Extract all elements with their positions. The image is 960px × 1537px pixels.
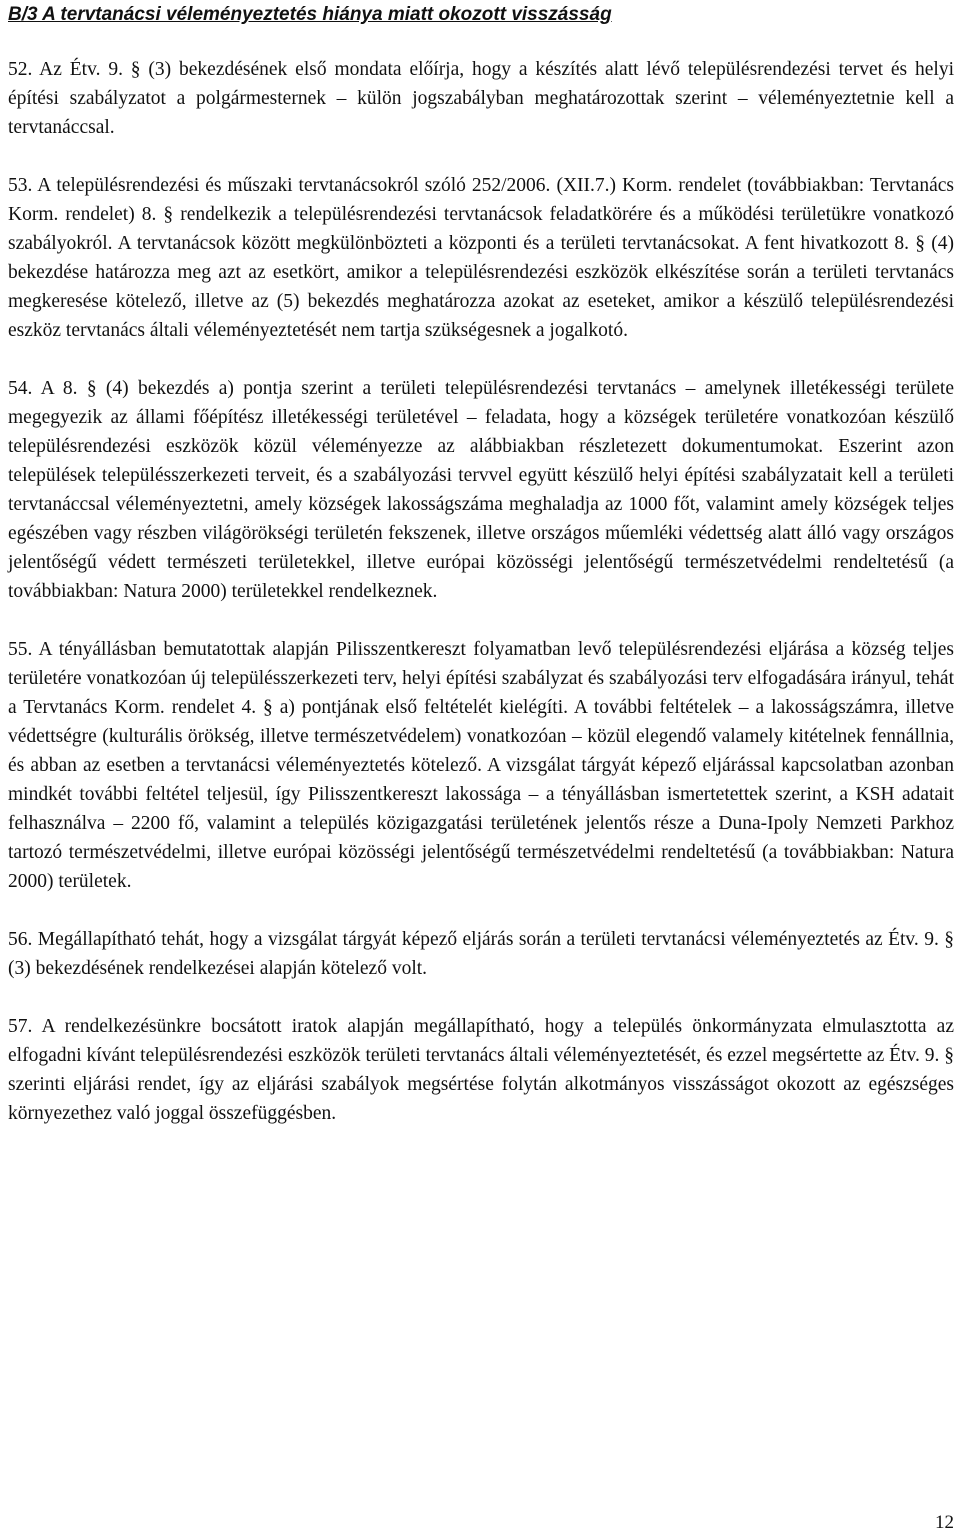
document-page [8,0,954,1128]
page-number: 12 [935,1512,954,1533]
paragraph-55: 55. A tényállásban bemutatottak alapján Pilisszentkereszt folyamatban levő településrendezési eljárása a község teljes területére vonatkozóan új településszerkezeti terv, helyi építési szabályzat és szabályozási terv elfogadására irányul, tehát a Tervtanács Korm. rendelet 4. § a) pontjának első feltételét kielégíti. A további feltételek – a lakosságszámra, illetve védettségre (kulturális örökség, illetve természetvédelem) vonatkozóan – közül elegendő valamely kitételnek fennállnia, és abban az esetben a tervtanácsi véleményeztetés kötelező. A vizsgálat tárgyát képező eljárással kapcsolatban azonban mindkét további feltétel teljesül, így Pilisszentkereszt lakossága – a tényállásban ismertetettek szerint, a KSH adatait felhasználva – 2200 fő, valamint a település közigazgatási területének jelentős része a Duna-Ipoly Nemzeti Parkhoz tartozó természetvédelmi, illetve európai közösségi jelentőségű természetvédelmi rendeltetésű (a továbbiakban: Natura 2000) területek. [8,639,954,892]
paragraph-57: 57. A rendelkezésünkre bocsátott iratok alapján megállapítható, hogy a település önkormányzata elmulasztotta az elfogadni kívánt településrendezési eszközök területi tervtanács általi véleményeztetését, és ezzel megsértette az Étv. 9. § szerinti eljárási rendet, így az eljárási szabályok megsértése folytán alkotmányos visszásságot okozott az egészséges környezethez való joggal összefüggésben. [8,1016,954,1124]
paragraph-52: 52. Az Étv. 9. § (3) bekezdésének első mondata előírja, hogy a készítés alatt lévő településrendezési tervet és helyi építési szabályzatot a polgármesternek – külön jogszabályban meghatározottak szerint – véleményeztetnie kell a tervtanáccsal. [8,59,954,138]
paragraph-53: 53. A településrendezési és műszaki tervtanácsokról szóló 252/2006. (XII.7.) Korm. rendelet (továbbiakban: Tervtanács Korm. rendelet) 8. § rendelkezik a településrendezési tervtanácsok feladatkörére és a működési területükre vonatkozó szabályokról. A tervtanácsok között megkülönbözteti a központi és a területi tervtanácsokat. A fent hivatkozott 8. § (4) bekezdése határozza meg azt az esetkört, amikor a településrendezési eszközök elkészítése során a területi tervtanács megkeresése kötelező, illetve az (5) bekezdés meghatározza azokat az eseteket, amikor a készülő településrendezési eszköz tervtanács általi véleményeztetését nem tartja szükségesnek a jogalkotó. [8,175,954,341]
paragraph-56: 56. Megállapítható tehát, hogy a vizsgálat tárgyát képező eljárás során a területi tervtanácsi véleményeztetés az Étv. 9. § (3) bekezdésének rendelkezései alapján kötelező volt. [8,929,954,979]
section-heading: B/3 A tervtanácsi véleményeztetés hiánya miatt okozott visszásság [8,4,612,25]
paragraph-54: 54. A 8. § (4) bekezdés a) pontja szerint a területi településrendezési tervtanács – amelynek illetékességi területe megegyezik az állami főépítész illetékességi területével – feladata, hogy a községek területére vonatkozóan készülő településrendezési eszközök közül véleményezze az alábbiakban részletezett dokumentumokat. Eszerint azon települések településszerkezeti terveit, és a szabályozási tervvel együtt készülő helyi építési szabályzatait kell a területi tervtanáccsal véleményeztetni, amely községek lakosságszáma meghaladja az 1000 főt, valamint amely községek teljes egészében vagy részben világörökségi területén fekszenek, illetve országos műemléki védettség alatt álló vagy országos jelentőségű védett természeti területekkel, illetve európai közösségi jelentőségű természetvédelmi rendeltetésű (a továbbiakban: Natura 2000) területekkel rendelkeznek. [8,378,954,602]
